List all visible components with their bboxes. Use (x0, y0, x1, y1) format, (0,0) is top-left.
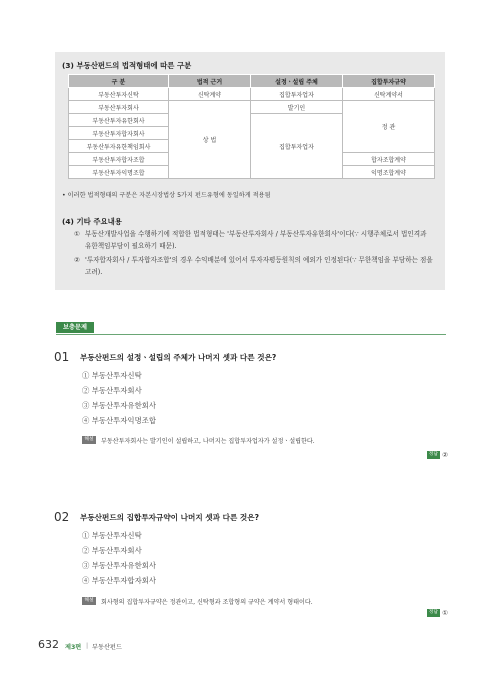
table-row (69, 88, 435, 101)
answer-value: ② (442, 451, 448, 459)
explanation-text: 부동산투자회사는 발기인이 설립하고, 나머지는 집합투자업자가 설정ㆍ설립한다. (101, 438, 315, 445)
section3-title: (3) 부동산펀드의 법적형태에 따른 구분 (62, 61, 192, 70)
section4-title: (4) 기타 주요내용 (62, 217, 122, 226)
answer-value: ① (442, 609, 448, 617)
question-text: 부동산펀드의 집합투자규약이 나머지 셋과 다른 것은? (80, 513, 260, 522)
cell-type: 부동산투자익명조합 (69, 166, 169, 179)
cell-type: 부동산투자유한회사 (69, 114, 169, 127)
footer-separator: | (86, 641, 89, 649)
cell-rules: 익명조합계약 (343, 166, 435, 179)
question-option: ① 부동산투자신탁 (82, 531, 142, 540)
header-founder: 설정ㆍ설립 주체 (251, 75, 343, 88)
footer-part: 제3편 (65, 644, 82, 651)
cell-legal-merged: 상 법 (169, 101, 251, 179)
cell-founder: 집합투자업자 (251, 88, 343, 101)
cell-type: 부동산투자회사 (69, 101, 169, 114)
misc-item-number: ② (74, 256, 80, 264)
cell-founder: 발기인 (251, 101, 343, 114)
question-option: ② 부동산투자회사 (82, 386, 142, 395)
divider (56, 334, 446, 335)
header-rules: 집합투자규약 (343, 75, 435, 88)
misc-item-2 (74, 254, 434, 278)
answer-tag: 정답 (428, 610, 439, 615)
legal-form-table (68, 74, 435, 179)
cell-rules: 합자조합계약 (343, 153, 435, 166)
table-note: • 이러한 법적형태의 구분은 자본시장법상 5가지 펀드유형에 동일하게 적용됨 (62, 192, 271, 199)
misc-item-text: '투자합자회사 / 투자합자조합'의 경우 수익배분에 있어서 투자자평등원칙의 예외가 인정된다(∵ 무한책임을 부담하는 점을 고려). (85, 256, 433, 276)
cell-legal: 신탁계약 (169, 88, 251, 101)
cell-type: 부동산투자신탁 (69, 88, 169, 101)
question-option: ③ 부동산투자유한회사 (82, 401, 156, 410)
page-number: 632 (38, 638, 59, 651)
misc-item-number: ① (74, 230, 80, 238)
supplementary-tag: 보충문제 (56, 322, 94, 333)
question-option: ③ 부동산투자유한회사 (82, 561, 156, 570)
misc-item-1 (74, 228, 434, 252)
question-number: 01 (54, 350, 70, 364)
explanation-tag: 해설 (82, 436, 96, 444)
cell-type: 부동산투자합자조합 (69, 153, 169, 166)
explanation-tag: 해설 (82, 597, 96, 605)
cell-rules: 신탁계약서 (343, 88, 435, 101)
table-row (69, 101, 435, 114)
cell-founder-merged: 집합투자업자 (251, 114, 343, 179)
explanation-text: 회사형의 집합투자규약은 정관이고, 신탁형과 조합형의 규약은 계약서 형태이다. (101, 599, 313, 606)
cell-rules-merged: 정 관 (343, 101, 435, 153)
question-option: ① 부동산투자신탁 (82, 371, 142, 380)
misc-item-text: 부동산개발사업을 수행하기에 적합한 법적형태는 '부동산투자회사 / 부동산투자유한회사'이다(∵ 시행주체로서 법인격과 유한책임부담이 필요하기 때문). (85, 230, 427, 250)
answer (427, 451, 448, 459)
cell-type: 부동산투자합자회사 (69, 127, 169, 140)
question-number: 02 (54, 510, 70, 524)
question-option: ④ 부동산투자합자회사 (82, 576, 156, 585)
answer (427, 609, 448, 617)
question-option: ② 부동산투자회사 (82, 546, 142, 555)
answer-tag: 정답 (428, 452, 439, 457)
header-legal: 법적 근거 (169, 75, 251, 88)
header-type: 구 분 (69, 75, 169, 88)
footer-chapter: 부동산펀드 (92, 644, 122, 651)
question-option: ④ 부동산투자익명조합 (82, 416, 156, 425)
cell-type: 부동산투자유한책임회사 (69, 140, 169, 153)
question-text: 부동산펀드의 설정ㆍ설립의 주체가 나머지 셋과 다른 것은? (80, 353, 277, 362)
